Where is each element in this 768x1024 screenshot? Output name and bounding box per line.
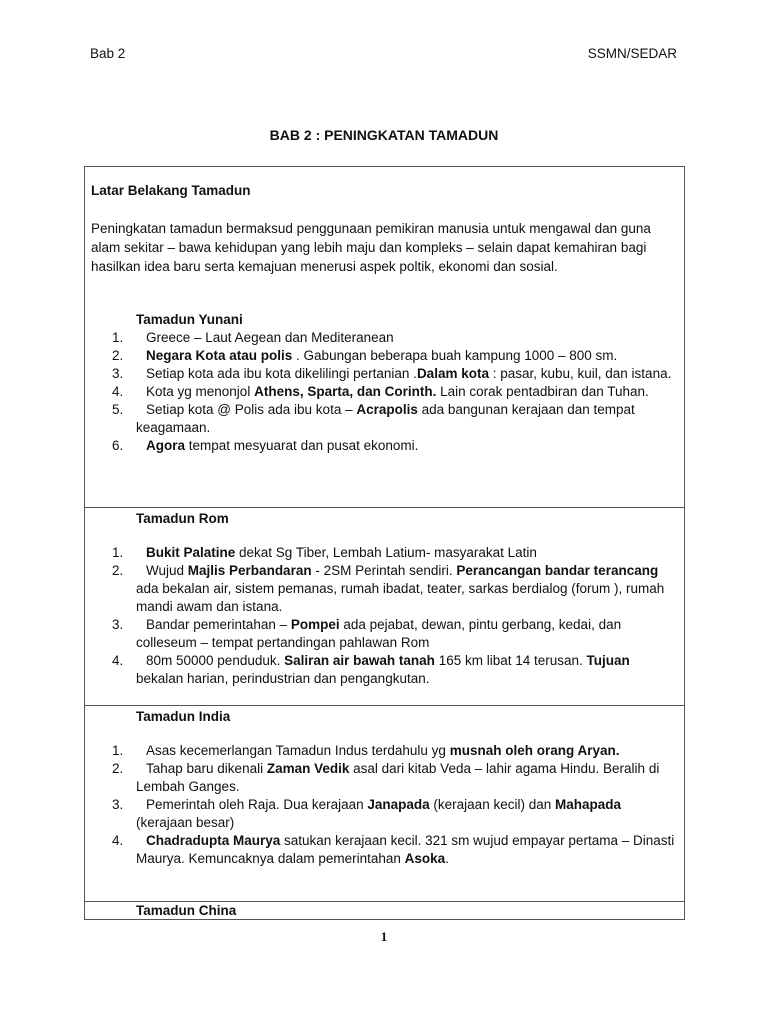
item-number: 1.	[112, 545, 124, 560]
header-source: SSMN/SEDAR	[587, 46, 677, 61]
section-title: Tamadun India	[136, 709, 231, 724]
intro-paragraph: Peningkatan tamadun bermaksud penggunaan pemikiran manusia untuk mengawal dan guna alam sekitar – bawa kehidupan yang lebih maju dan kompleks – selain dapat kemahiran bagi hasilkan idea baru serta kemajuan menerusi aspek poltik, ekonomi dan sosial.	[91, 221, 651, 274]
text-segment: Tahap baru dikenali	[146, 761, 267, 776]
list-item	[85, 796, 678, 832]
bold-term: Mahapada	[554, 797, 622, 812]
list-item	[85, 383, 678, 401]
text-segment: 165 km libat 14 terusan.	[434, 653, 587, 668]
list-item	[85, 742, 678, 760]
text-segment: Asas kecemerlangan Tamadun Indus terdahulu yg	[146, 743, 450, 758]
row-yunani	[85, 167, 684, 507]
text-segment: ada pejabat, dewan, pintu gerbang, kedai, dan colleseum – tempat pertandingan pahlawan Rom	[136, 617, 622, 650]
bold-term: Chadradupta Maurya	[146, 833, 281, 848]
list-item	[85, 544, 678, 562]
list-item	[85, 652, 678, 688]
item-text	[136, 544, 678, 562]
bold-term: Janapada	[367, 797, 430, 812]
list-item	[85, 832, 678, 868]
list-item	[85, 616, 678, 652]
text-segment: Greece – Laut Aegean dan Mediteranean	[146, 330, 394, 345]
bold-term: Tujuan	[586, 653, 630, 668]
section-title: Tamadun China	[136, 903, 237, 918]
bold-term: Pompei	[290, 617, 340, 632]
text-segment: dekat Sg Tiber, Lembah Latium- masyarakat Latin	[235, 545, 537, 560]
bold-term: musnah oleh orang Aryan.	[449, 743, 620, 758]
item-text	[136, 437, 678, 455]
list-item	[85, 760, 678, 796]
item-number: 3.	[112, 617, 124, 632]
text-segment: Kota yg menonjol	[146, 384, 255, 399]
bold-term: Zaman Vedik	[266, 761, 350, 776]
item-number: 4.	[112, 384, 124, 399]
bold-term: Saliran air bawah tanah	[284, 653, 435, 668]
item-text	[136, 616, 678, 652]
item-number: 2.	[112, 761, 124, 776]
item-number: 4.	[112, 833, 124, 848]
section-title: Tamadun Rom	[136, 511, 229, 526]
list-item	[85, 437, 678, 455]
section-title: Tamadun Yunani	[136, 312, 243, 327]
bold-term: Acrapolis	[356, 402, 418, 417]
text-segment: - 2SM Perintah sendiri.	[311, 563, 457, 578]
text-segment: satukan kerajaan kecil. 321 sm wujud empayar pertama – Dinasti Maurya. Kemuncaknya dalam pemerintahan	[136, 833, 675, 866]
list-item	[85, 401, 678, 437]
bold-term: Negara Kota atau polis	[146, 348, 293, 363]
item-text	[136, 832, 678, 868]
item-text	[136, 562, 678, 616]
list-item	[85, 365, 678, 383]
list-item	[85, 347, 678, 365]
page-title: BAB 2 : PENINGKATAN TAMADUN	[269, 127, 499, 143]
item-number: 6.	[112, 438, 124, 453]
item-number: 3.	[112, 366, 124, 381]
row-rom	[85, 507, 684, 706]
item-number: 4.	[112, 653, 124, 668]
text-segment: ada bangunan kerajaan dan tempat keagamaan.	[136, 402, 635, 435]
list-item	[85, 562, 678, 616]
section-list-rom	[85, 544, 678, 688]
item-text	[136, 652, 678, 688]
item-text	[136, 347, 678, 365]
section-list-yunani	[85, 329, 678, 455]
item-text	[136, 742, 678, 760]
item-number: 2.	[112, 563, 124, 578]
item-text	[136, 760, 678, 796]
text-segment: bekalan harian, perindustrian dan pengangkutan.	[136, 671, 430, 686]
bold-term: Athens, Sparta, dan Corinth.	[254, 384, 437, 399]
bold-term: Majlis Perbandaran	[187, 563, 312, 578]
intro-heading: Latar Belakang Tamadun	[91, 183, 251, 198]
text-segment: Lain corak pentadbiran dan Tuhan.	[436, 384, 649, 399]
text-segment: tempat mesyuarat dan pusat ekonomi.	[185, 438, 419, 453]
item-text	[136, 383, 678, 401]
bold-term: Asoka	[404, 851, 446, 866]
text-segment: Setiap kota ada ibu kota dikelilingi pertanian .	[146, 366, 417, 381]
bold-term: Agora	[146, 438, 186, 453]
row-india	[85, 705, 684, 902]
text-segment: asal dari kitab Veda – lahir agama Hindu. Beralih di Lembah Ganges.	[136, 761, 660, 794]
item-number: 5.	[112, 402, 124, 417]
text-segment: Setiap kota @ Polis ada ibu kota –	[146, 402, 357, 417]
item-text	[136, 401, 678, 437]
text-segment: . Gabungan beberapa buah kampung 1000 – 800 sm.	[292, 348, 618, 363]
item-number: 2.	[112, 348, 124, 363]
bold-term: Dalam kota	[416, 366, 489, 381]
item-number: 3.	[112, 797, 124, 812]
header-chapter: Bab 2	[90, 46, 126, 61]
text-segment: 80m 50000 penduduk.	[146, 653, 285, 668]
text-segment: (kerajaan besar)	[136, 815, 235, 830]
section-list-india	[85, 742, 678, 868]
text-segment: Wujud	[146, 563, 188, 578]
bold-term: Perancangan bandar terancang	[456, 563, 659, 578]
page-number: 1	[380, 929, 388, 944]
text-segment: : pasar, kubu, kuil, dan istana.	[488, 366, 672, 381]
content-table	[84, 166, 685, 920]
item-text	[136, 365, 678, 383]
item-number: 1.	[112, 330, 124, 345]
text-segment: (kerajaan kecil) dan	[429, 797, 555, 812]
list-item	[85, 329, 678, 347]
item-text	[136, 796, 678, 832]
text-segment: .	[445, 851, 449, 866]
bold-term: Bukit Palatine	[146, 545, 236, 560]
text-segment: Pemerintah oleh Raja. Dua kerajaan	[146, 797, 368, 812]
text-segment: Bandar pemerintahan –	[146, 617, 291, 632]
text-segment: ada bekalan air, sistem pemanas, rumah ibadat, teater, sarkas berdialog (forum ), rumah mandi awam dan istana.	[136, 581, 665, 614]
item-text	[136, 329, 678, 347]
item-number: 1.	[112, 743, 124, 758]
intro-block	[91, 181, 678, 276]
row-china	[85, 901, 684, 920]
